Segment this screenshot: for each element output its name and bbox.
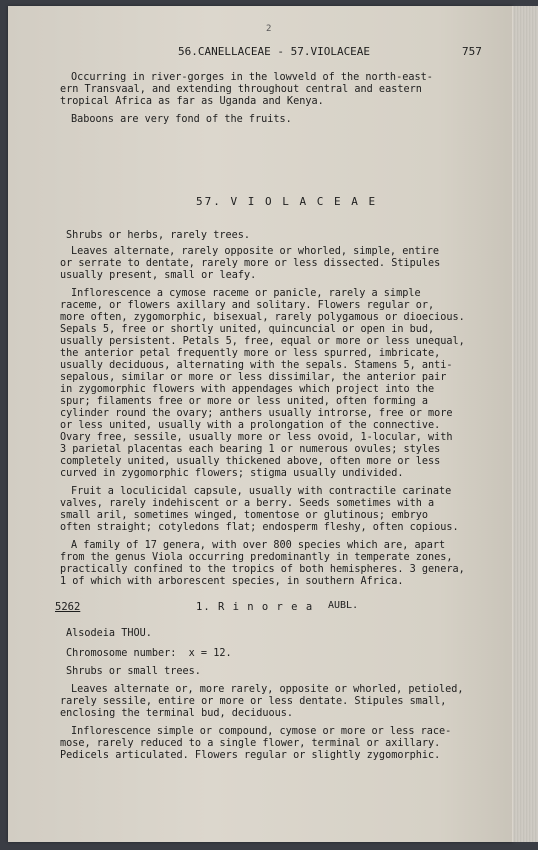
folio-mark: 2 — [266, 24, 272, 34]
genus-synonym: Alsodeia THOU. — [66, 628, 152, 639]
paragraph-line: Leaves alternate or, more rarely, opposite or whorled, petioled, — [71, 684, 464, 695]
paragraph-line: Leaves alternate, rarely opposite or whorled, simple, entire — [71, 246, 440, 257]
paragraph-line: from the genus Viola occurring predominantly in temperate zones, — [60, 552, 453, 563]
paragraph-line: usually persistent. Petals 5, free, equal or more or less unequal, — [60, 336, 465, 347]
family-habit: Shrubs or herbs, rarely trees. — [66, 230, 251, 241]
paragraph-line: raceme, or flowers axillary and solitary. Flowers regular or, — [60, 300, 435, 311]
paragraph-line: curved in zygomorphic flowers; stigma usually undivided. — [60, 468, 404, 479]
canellaceae-distribution-line: Occurring in river-gorges in the lowveld of the north-east- — [71, 72, 433, 83]
chromosome-number: Chromosome number: x = 12. — [66, 648, 232, 659]
genus-number: 5262 — [55, 601, 81, 613]
paragraph-line: Pedicels articulated. Flowers regular or slightly zygomorphic. — [60, 750, 441, 761]
paragraph-line: or less united, usually with a prolongation of the connective. — [60, 420, 441, 431]
page-edges — [512, 6, 538, 842]
paragraph-line: sepalous, similar or more or less dissimilar, the anterior pair — [60, 372, 447, 383]
paragraph-line: or serrate to dentate, rarely more or less dissected. Stipules — [60, 258, 441, 269]
paragraph-line: more often, zygomorphic, bisexual, rarely polygamous or dioecious. — [60, 312, 465, 323]
paragraph-line: small aril, sometimes winged, tomentose or glutinous; embryo — [60, 510, 429, 521]
paragraph-line: completely united, usually thickened above, often more or less — [60, 456, 441, 467]
paragraph-line: cylinder round the ovary; anthers usually introrse, free or more — [60, 408, 453, 419]
family-heading: 57. V I O L A C E A E — [196, 195, 378, 208]
paragraph-line: valves, rarely indehiscent or a berry. Seeds sometimes with a — [60, 498, 435, 509]
canellaceae-distribution-line: ern Transvaal, and extending throughout central and eastern — [60, 84, 422, 95]
paragraph-line: often straight; cotyledons flat; endosperm fleshy, often copious. — [60, 522, 459, 533]
paragraph-line: Inflorescence a cymose raceme or panicle, rarely a simple — [71, 288, 421, 299]
canellaceae-note: Baboons are very fond of the fruits. — [71, 114, 292, 125]
paragraph-line: 3 parietal placentas each bearing 1 or numerous ovules; styles — [60, 444, 441, 455]
canellaceae-distribution-line: tropical Africa as far as Uganda and Kenya. — [60, 96, 324, 107]
paragraph-line: enclosing the terminal bud, deciduous. — [60, 708, 294, 719]
paragraph-line: Ovary free, sessile, usually more or less ovoid, 1-locular, with — [60, 432, 453, 443]
paragraph-line: 1 of which with arborescent species, in southern Africa. — [60, 576, 404, 587]
paragraph-line: Sepals 5, free or shortly united, quincuncial or open in bud, — [60, 324, 435, 335]
paragraph-line: spur; filaments free or more or less united, often forming a — [60, 396, 429, 407]
paragraph-line: the anterior petal frequently more or less spurred, imbricate, — [60, 348, 441, 359]
genus-author: AUBL. — [328, 600, 359, 611]
paragraph-line: Inflorescence simple or compound, cymose or more or less race- — [71, 726, 452, 737]
paragraph-line: usually deciduous, alternating with the sepals. Stamens 5, anti- — [60, 360, 453, 371]
paragraph-line: in zygomorphic flowers with appendages which project into the — [60, 384, 435, 395]
book-page — [8, 6, 513, 842]
paragraph-line: mose, rarely reduced to a single flower, terminal or axillary. — [60, 738, 441, 749]
paragraph-line: A family of 17 genera, with over 800 species which are, apart — [71, 540, 446, 551]
running-header: 56.CANELLACEAE - 57.VIOLACEAE — [178, 45, 371, 58]
genus-habit: Shrubs or small trees. — [66, 666, 201, 677]
paragraph-line: usually present, small or leafy. — [60, 270, 257, 281]
page-number: 757 — [462, 45, 482, 58]
paragraph-line: rarely sessile, entire or more or less dentate. Stipules small, — [60, 696, 447, 707]
paragraph-line: practically confined to the tropics of both hemispheres. 3 genera, — [60, 564, 465, 575]
paragraph-line: Fruit a loculicidal capsule, usually with contractile carinate — [71, 486, 452, 497]
genus-heading: 1. R i n o r e a — [196, 601, 314, 613]
